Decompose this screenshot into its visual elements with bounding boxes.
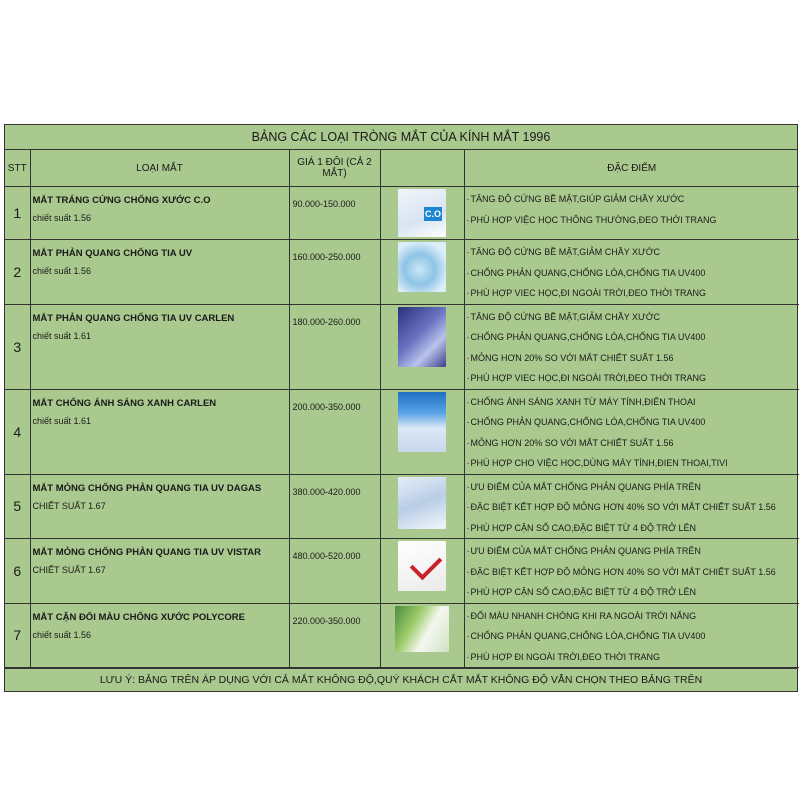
lens-price: 480.000-520.000 <box>289 539 380 604</box>
lens-package-image <box>398 541 446 591</box>
row-features-cell <box>464 603 799 668</box>
lens-price: 380.000-420.000 <box>289 474 380 539</box>
lens-index: chiết suất 1.61 <box>32 415 92 426</box>
lens-package-image <box>398 242 446 292</box>
feature-item: · PHÙ HỢP ĐI NGOÀI TRỜI,ĐEO THỜI TRANG <box>467 647 800 668</box>
feature-list <box>465 390 800 474</box>
lens-name: MẮT CẬN ĐỔI MÀU CHỐNG XƯỚC POLYCORE <box>32 611 246 623</box>
lens-name: MẮT MỎNG CHỐNG PHẢN QUANG TIA UV VISTAR <box>32 547 262 558</box>
row-features-cell <box>464 389 799 474</box>
table-row <box>5 187 799 240</box>
lens-image-cell <box>380 539 464 604</box>
table-row <box>5 304 799 389</box>
lens-price: 160.000-250.000 <box>289 240 380 305</box>
feature-list <box>465 539 800 603</box>
lens-package-image <box>398 477 446 529</box>
lens-package-image <box>398 307 446 367</box>
header-stt: STT <box>5 150 30 187</box>
feature-item: · TĂNG ĐỘ CỨNG BỀ MẶT,GIẢM CHẦY XƯỚC <box>467 242 800 263</box>
table-row <box>5 240 799 305</box>
row-type-cell <box>30 539 289 604</box>
feature-item: · ĐẶC BIỆT KẾT HỢP ĐỘ MỎNG HƠN 40% SO VỚI MẮT CHIẾT SUẤT 1.56 <box>467 562 800 583</box>
lens-price: 200.000-350.000 <box>289 389 380 474</box>
lens-image-cell <box>380 304 464 389</box>
feature-item: · ƯU ĐIỂM CỦA MẮT CHỐNG PHẢN QUANG PHÍA TRÊN <box>467 541 800 562</box>
table-row <box>5 389 799 474</box>
feature-item: · PHÙ HỢP VIỆC HỌC THÔNG THƯỜNG,ĐEO THỜI TRANG <box>467 210 800 231</box>
lens-name: MẮT MỎNG CHỐNG PHẢN QUANG TIA UV DAGAS <box>32 482 262 494</box>
table-row <box>5 603 799 668</box>
row-type-cell <box>30 304 289 389</box>
row-type-cell <box>30 389 289 474</box>
lens-index: chiết suất 1.56 <box>32 629 92 640</box>
feature-item: · CHỐNG PHẢN QUANG,CHỐNG LÓA,CHỐNG TIA UV400 <box>467 412 800 433</box>
feature-item: · CHỐNG PHẢN QUANG,CHỐNG LÓA,CHỐNG TIA UV400 <box>467 327 800 348</box>
lens-image-cell <box>380 474 464 539</box>
row-stt: 2 <box>5 240 30 305</box>
feature-item: · CHỐNG ÁNH SÁNG XANH TỪ MÁY TÍNH,ĐIÊN THOẠI <box>467 392 800 413</box>
table-title: BẢNG CÁC LOẠI TRÒNG MẮT CỦA KÍNH MẮT 1996 <box>5 125 797 150</box>
row-stt: 1 <box>5 187 30 240</box>
header-price: GIÁ 1 ĐÔI (CẢ 2 MẮT) <box>289 150 380 187</box>
feature-item: · MỎNG HƠN 20% SO VỚI MẮT CHIẾT SUẤT 1.56 <box>467 348 800 369</box>
feature-item: · CHỐNG PHẢN QUANG,CHỐNG LÓA,CHỐNG TIA UV400 <box>467 263 800 284</box>
feature-list <box>465 604 800 668</box>
lens-name: MẮT PHẢN QUANG CHỐNG TIA UV CARLEN <box>32 312 235 324</box>
header-type: LOẠI MẮT <box>30 150 289 187</box>
row-stt: 3 <box>5 304 30 389</box>
feature-item: · PHÙ HỢP VIEC HỌC,ĐI NGOÀI TRỜI,ĐEO THỜI TRANG <box>467 283 800 304</box>
co-logo-icon: C.O <box>424 209 441 219</box>
footer-note: LƯU Ý: BẢNG TRÊN ÁP DỤNG VỚI CẢ MẮT KHÔNG ĐỘ,QUÝ KHÁCH CẮT MẮT KHÔNG ĐỘ VẪN CHỌN THEO BẢNG TRÊN <box>5 668 797 691</box>
row-stt: 6 <box>5 539 30 604</box>
feature-list <box>465 187 800 230</box>
feature-item: · ĐỔI MÀU NHANH CHÓNG KHI RA NGOÀI TRỜI NẮNG <box>467 606 800 627</box>
lens-image-cell <box>380 389 464 474</box>
lens-index: CHIẾT SUẤT 1.67 <box>32 565 106 575</box>
row-features-cell <box>464 240 799 305</box>
row-features-cell <box>464 539 799 604</box>
row-stt: 5 <box>5 474 30 539</box>
check-mark-icon <box>410 548 443 581</box>
header-features: ĐẶC ĐIỂM <box>464 150 799 187</box>
lens-package-image <box>398 392 446 452</box>
lens-name: MẮT PHẢN QUANG CHỐNG TIA UV <box>32 248 193 259</box>
lens-image-cell <box>380 187 464 240</box>
row-stt: 7 <box>5 603 30 668</box>
feature-item: · CHỐNG PHẢN QUANG,CHỐNG LÓA,CHỐNG TIA UV400 <box>467 626 800 647</box>
feature-item: · PHÙ HỢP CHO VIỆC HỌC,DÙNG MÁY TÍNH,ĐIEN THOẠI,TIVI <box>467 453 800 474</box>
feature-item: · PHÙ HỢP CẬN SỐ CAO,ĐẶC BIỆT TỪ 4 ĐỘ TRỞ LÊN <box>467 518 800 539</box>
lens-image-cell <box>380 603 464 668</box>
row-features-cell <box>464 304 799 389</box>
feature-item: · PHÙ HỢP CẬN SỐ CAO,ĐẶC BIỆT TỪ 4 ĐỘ TRỞ LÊN <box>467 582 800 603</box>
lens-table <box>5 150 799 668</box>
lens-name: MẮT TRÁNG CỨNG CHỐNG XƯỚC C.O <box>32 195 211 206</box>
feature-list <box>465 305 800 389</box>
lens-index: CHIẾT SUẤT 1.67 <box>32 500 106 511</box>
lens-image-cell <box>380 240 464 305</box>
lens-index: chiết suất 1.56 <box>32 213 92 223</box>
feature-item: · MỎNG HƠN 20% SO VỚI MẮT CHIẾT SUẤT 1.56 <box>467 433 800 454</box>
lens-index: chiết suất 1.61 <box>32 330 92 341</box>
header-row <box>5 150 799 187</box>
header-image <box>380 150 464 187</box>
lens-price: 90.000-150.000 <box>289 187 380 240</box>
row-type-cell <box>30 603 289 668</box>
row-features-cell <box>464 187 799 240</box>
feature-item: · ĐẶC BIỆT KẾT HỢP ĐỘ MỎNG HƠN 40% SO VỚI MẮT CHIẾT SUẤT 1.56 <box>467 497 800 518</box>
lens-price-table <box>4 124 798 692</box>
lens-package-image <box>395 606 449 652</box>
lens-price: 220.000-350.000 <box>289 603 380 668</box>
feature-item: · ƯU ĐIỂM CỦA MẮT CHỐNG PHẢN QUANG PHÍA TRÊN <box>467 477 800 498</box>
feature-list <box>465 475 800 539</box>
feature-item: · PHÙ HỢP VIEC HỌC,ĐI NGOÀI TRỜI,ĐEO THỜI TRANG <box>467 368 800 389</box>
lens-index: chiết suất 1.56 <box>32 266 92 276</box>
row-stt: 4 <box>5 389 30 474</box>
lens-name: MẮT CHỐNG ÁNH SÁNG XANH CARLEN <box>32 397 217 409</box>
row-type-cell <box>30 187 289 240</box>
lens-package-image <box>398 189 446 237</box>
row-type-cell <box>30 240 289 305</box>
feature-list <box>465 240 800 304</box>
table-row <box>5 474 799 539</box>
feature-item: · TĂNG ĐỘ CỨNG BỀ MẶT,GIẢM CHẦY XƯỚC <box>467 307 800 328</box>
table-row <box>5 539 799 604</box>
row-features-cell <box>464 474 799 539</box>
lens-price: 180.000-260.000 <box>289 304 380 389</box>
feature-item: · TĂNG ĐỘ CỨNG BỀ MẶT,GIÚP GIẢM CHẦY XƯỚC <box>467 189 800 210</box>
row-type-cell <box>30 474 289 539</box>
